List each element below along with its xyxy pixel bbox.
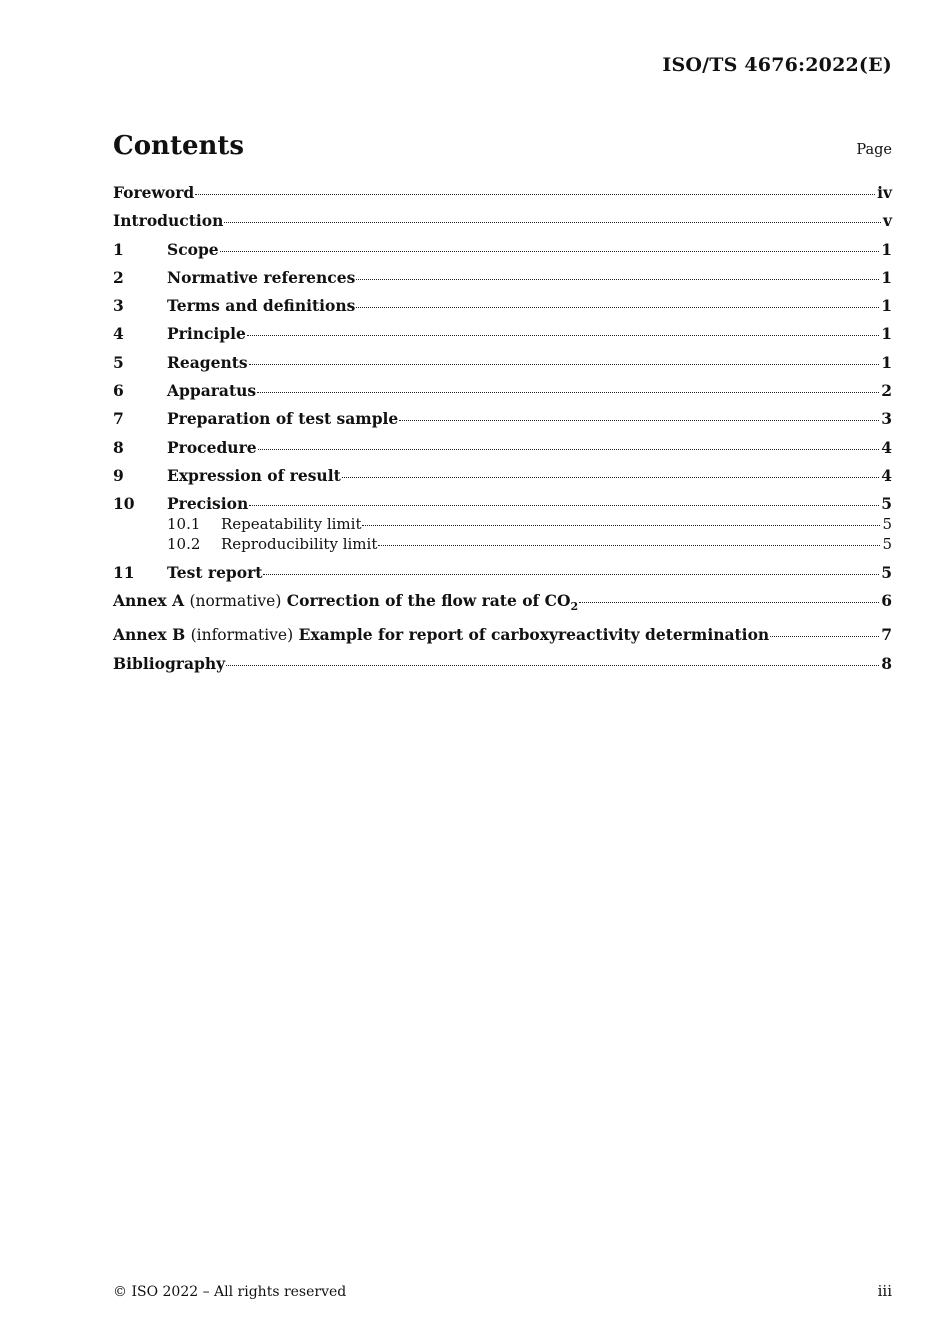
toc-entry-number: 5 — [113, 352, 124, 372]
toc-entry-annex-b[interactable] — [113, 625, 892, 645]
toc-entry-number: 9 — [113, 465, 124, 485]
toc-entry-page: 1 — [881, 324, 892, 344]
toc-entry-page: 6 — [881, 590, 892, 610]
toc-entry-number: 7 — [113, 409, 124, 429]
dot-leader — [579, 602, 879, 603]
table-of-contents — [113, 183, 892, 682]
toc-entry-section-5[interactable] — [113, 353, 892, 373]
toc-entry-title: Repeatability limit — [221, 515, 362, 534]
toc-entry-title: Test report — [167, 562, 263, 582]
toc-entry-page: 1 — [881, 296, 892, 316]
dot-leader — [770, 636, 879, 637]
toc-entry-page: 1 — [881, 239, 892, 259]
annex-type: (normative) — [189, 591, 282, 610]
toc-entry-title: Procedure — [167, 437, 257, 457]
dot-leader — [247, 335, 879, 336]
toc-entry-number: 11 — [113, 562, 135, 582]
toc-entry-section-6[interactable] — [113, 381, 892, 401]
annex-title: Example for report of carboxyreactivity determination — [298, 625, 770, 645]
toc-entry-subsection-10-1[interactable] — [113, 514, 892, 534]
toc-entry-number: 10 — [113, 494, 135, 514]
toc-entry-number: 10.1 — [167, 515, 201, 534]
toc-entry-title: Reproducibility limit — [221, 535, 378, 554]
toc-entry-title: Apparatus — [167, 381, 257, 401]
dot-leader — [257, 392, 879, 393]
toc-entry-title: Terms and definitions — [167, 296, 356, 316]
toc-entry-section-1[interactable] — [113, 240, 892, 260]
footer-page-number: iii — [877, 1282, 892, 1300]
dot-leader — [399, 420, 879, 421]
toc-entry-page: 5 — [882, 535, 892, 554]
toc-entry-subsection-10-2[interactable] — [113, 534, 892, 554]
toc-entry-page: 7 — [881, 625, 892, 645]
dot-leader — [356, 279, 879, 280]
toc-entry-title: Reagents — [167, 352, 248, 372]
dot-leader — [195, 194, 875, 195]
footer-copyright: © ISO 2022 – All rights reserved — [113, 1284, 347, 1300]
dot-leader — [263, 574, 879, 575]
toc-entry-annex-a[interactable] — [113, 591, 892, 617]
toc-entry-page: 5 — [881, 494, 892, 514]
dot-leader — [226, 665, 879, 666]
toc-entry-section-7[interactable] — [113, 409, 892, 429]
toc-entry-title: Introduction — [113, 211, 224, 231]
toc-entry-section-9[interactable] — [113, 466, 892, 486]
toc-entry-number: 4 — [113, 324, 124, 344]
toc-entry-title: Preparation of test sample — [167, 409, 399, 429]
toc-entry-page: v — [882, 211, 892, 231]
toc-entry-page: 4 — [881, 437, 892, 457]
toc-entry-page: 4 — [881, 465, 892, 485]
toc-entry-bibliography[interactable] — [113, 654, 892, 674]
toc-entry-page: 8 — [881, 653, 892, 673]
toc-entry-section-10[interactable] — [113, 494, 892, 514]
toc-entry-number: 6 — [113, 381, 124, 401]
toc-entry-section-3[interactable] — [113, 296, 892, 316]
toc-entry-number: 8 — [113, 437, 124, 457]
toc-entry-title: Expression of result — [167, 465, 341, 485]
dot-leader — [249, 364, 880, 365]
dot-leader — [220, 251, 880, 252]
toc-entry-section-8[interactable] — [113, 438, 892, 458]
toc-entry-title: Principle — [167, 324, 246, 344]
toc-entry-foreword[interactable] — [113, 183, 892, 203]
toc-entry-title: Normative references — [167, 267, 356, 287]
dot-leader — [378, 545, 880, 546]
toc-entry-title: Foreword — [113, 183, 195, 202]
annex-type: (informative) — [190, 626, 294, 645]
toc-entry-number: 1 — [113, 239, 124, 259]
dot-leader — [258, 449, 880, 450]
annex-title-subscript: 2 — [570, 599, 579, 613]
document-id: ISO/TS 4676:2022(E) — [662, 54, 892, 76]
toc-entry-number: 10.2 — [167, 535, 201, 554]
contents-title: Contents — [113, 131, 245, 161]
dot-leader — [249, 505, 879, 506]
toc-entry-page: 5 — [881, 562, 892, 582]
toc-entry-section-2[interactable] — [113, 268, 892, 288]
toc-entry-page: 1 — [881, 352, 892, 372]
toc-entry-title — [113, 591, 578, 617]
dot-leader — [362, 525, 880, 526]
page-column-label: Page — [856, 142, 892, 158]
annex-title: Correction of the flow rate of CO — [286, 590, 571, 610]
toc-entry-page: 5 — [882, 515, 892, 534]
toc-entry-title: Precision — [167, 494, 249, 514]
toc-entry-page: 1 — [881, 267, 892, 287]
toc-entry-section-11[interactable] — [113, 563, 892, 583]
toc-entry-section-4[interactable] — [113, 324, 892, 344]
toc-entry-page: iv — [877, 183, 892, 202]
toc-entry-introduction[interactable] — [113, 211, 892, 231]
toc-entry-title — [113, 625, 769, 645]
toc-entry-title: Bibliography — [113, 653, 226, 673]
annex-label: Annex A — [113, 590, 185, 610]
dot-leader — [342, 477, 879, 478]
dot-leader — [224, 222, 881, 223]
toc-entry-page: 3 — [881, 409, 892, 429]
toc-entry-page: 2 — [881, 381, 892, 401]
dot-leader — [356, 307, 879, 308]
annex-label: Annex B — [113, 625, 186, 645]
toc-entry-number: 2 — [113, 267, 124, 287]
toc-entry-title: Scope — [167, 239, 219, 259]
toc-entry-number: 3 — [113, 296, 124, 316]
